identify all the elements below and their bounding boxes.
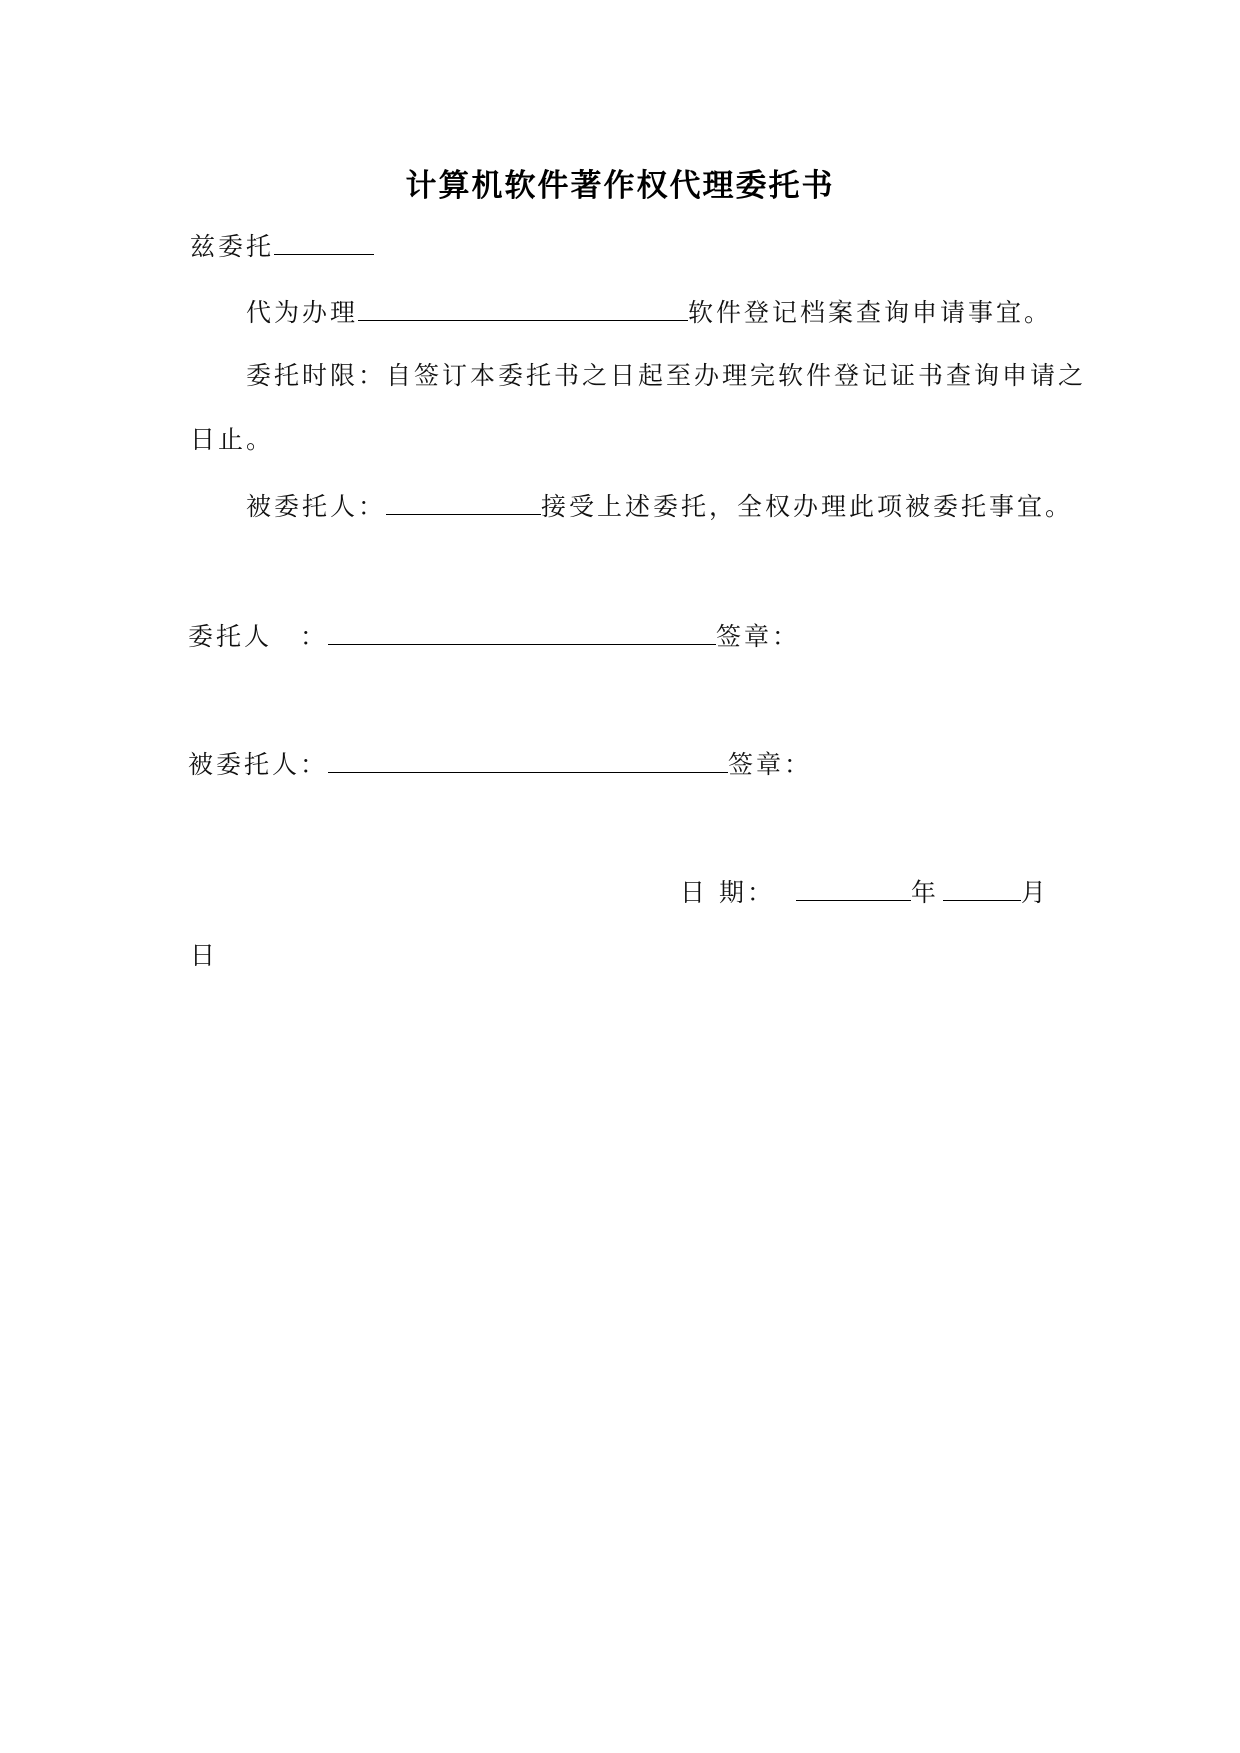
term-line-end: 日止。 bbox=[190, 425, 275, 454]
agent-label: 被委托人： bbox=[246, 492, 387, 521]
term-line: 委托时限：自签订本委托书之日起至办理完软件登记证书查询申请之 bbox=[246, 361, 1087, 390]
year-label: 年 bbox=[910, 878, 939, 907]
date-label: 日 期： bbox=[680, 878, 775, 907]
agent-sign-label: 被委托人： bbox=[188, 750, 329, 779]
handle-line bbox=[246, 294, 1052, 331]
principal-seal-label: 签章： bbox=[716, 622, 801, 651]
agent-suffix: 接受上述委托，全权办理此项被委托事宜。 bbox=[541, 492, 1074, 521]
entrust-label: 兹委托 bbox=[190, 232, 275, 261]
entrust-line bbox=[190, 228, 374, 265]
software-name-blank[interactable] bbox=[358, 294, 688, 321]
date-line bbox=[680, 874, 1049, 911]
handle-suffix: 软件登记档案查询申请事宜。 bbox=[688, 298, 1053, 327]
agent-signature-line bbox=[188, 746, 812, 783]
month-blank[interactable] bbox=[943, 874, 1021, 901]
document-title: 计算机软件著作权代理委托书 bbox=[405, 168, 835, 204]
principal-signature-blank[interactable] bbox=[328, 618, 716, 645]
agent-line bbox=[246, 488, 1073, 525]
entrust-party-blank[interactable] bbox=[274, 228, 374, 255]
month-label: 月 bbox=[1020, 878, 1049, 907]
handle-label: 代为办理 bbox=[246, 298, 359, 327]
agent-name-blank[interactable] bbox=[386, 488, 541, 515]
year-blank[interactable] bbox=[796, 874, 911, 901]
agent-signature-blank[interactable] bbox=[328, 746, 728, 773]
agent-seal-label: 签章： bbox=[728, 750, 813, 779]
principal-label: 委托人 ： bbox=[188, 622, 329, 651]
principal-signature-line bbox=[188, 618, 800, 655]
day-label: 日 bbox=[190, 941, 219, 970]
